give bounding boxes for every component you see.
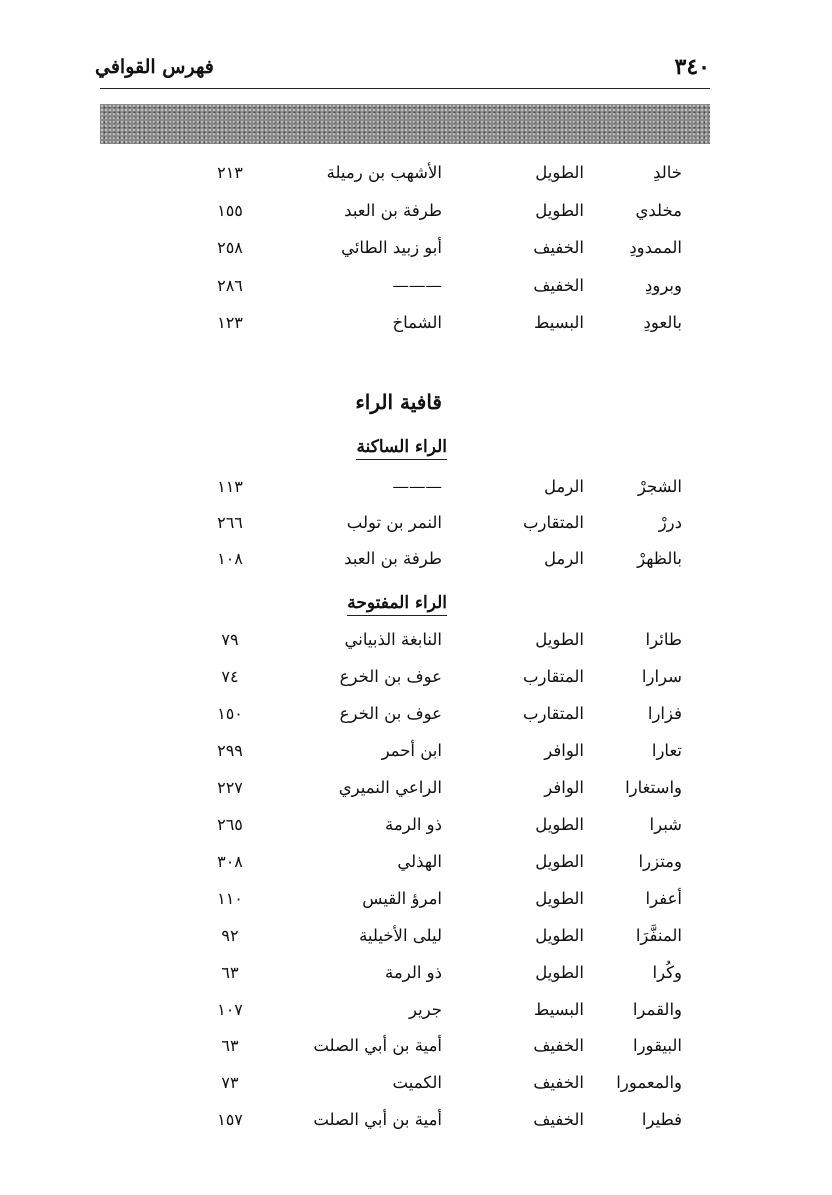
rhyme-word: طائرا: [645, 630, 682, 649]
meter-name: الرمل: [543, 477, 584, 496]
index-entry: [0, 308, 832, 338]
index-entry: [0, 662, 832, 692]
index-entry: [0, 699, 832, 729]
index-entry: [0, 995, 832, 1025]
meter-name: الخفيف: [533, 1110, 584, 1130]
meter-name: البسيط: [534, 999, 584, 1019]
index-entry: [0, 736, 832, 766]
rhyme-word: بالظهرْ: [637, 549, 682, 568]
index-entry: [0, 1068, 832, 1098]
index-entry: [0, 625, 832, 655]
meter-name: المتقارب: [522, 513, 584, 532]
rhyme-word: سرارا: [641, 666, 682, 686]
poet-name: طرفة بن العبد: [344, 200, 442, 220]
meter-name: الطويل: [535, 851, 584, 871]
poet-name: الراعي النميري: [338, 777, 442, 797]
index-entry: [0, 1031, 832, 1061]
rhyme-word: فطيرا: [641, 1110, 682, 1130]
meter-name: الطويل: [535, 814, 584, 834]
index-entry: [0, 472, 832, 502]
page-reference: ٢٦٥: [217, 814, 243, 834]
rhyme-word: شبرا: [649, 814, 682, 834]
rhyme-word: البيقورا: [633, 1036, 682, 1056]
page-reference: ٢٥٨: [217, 238, 243, 258]
meter-name: الوافر: [544, 740, 584, 760]
page-reference: ٣٠٨: [217, 851, 243, 871]
page-reference: ٢٨٦: [217, 275, 243, 295]
poet-name: ———: [392, 477, 442, 496]
index-entry: [0, 233, 832, 263]
rhyme-word: أعفرا: [645, 888, 682, 908]
poet-name: عوف بن الخرع: [339, 666, 442, 686]
meter-name: الخفيف: [533, 1073, 584, 1093]
meter-name: المتقارب: [522, 703, 584, 723]
index-entry: [0, 544, 832, 574]
index-entry: [0, 271, 832, 301]
poet-name: ———: [392, 275, 442, 295]
page-reference: ١٠٨: [217, 549, 243, 568]
index-entry: [0, 884, 832, 914]
page-reference: ٢٩٩: [217, 740, 243, 760]
index-entry: [0, 196, 832, 226]
poet-name: ذو الرمة: [385, 962, 442, 982]
page-reference: ٧٤: [221, 666, 239, 686]
poet-name: ليلى الأخيلية: [359, 925, 442, 945]
poet-name: أبو زبيد الطائي: [341, 238, 442, 258]
index-entry: [0, 508, 832, 538]
meter-name: الطويل: [535, 200, 584, 220]
page-reference: ٢١٣: [217, 163, 243, 182]
header-divider: [100, 88, 710, 89]
poet-name: الهذلي: [397, 851, 442, 871]
page-reference: ٧٣: [221, 1073, 239, 1093]
meter-name: الوافر: [544, 777, 584, 797]
rhyme-word: مخلدي: [635, 200, 682, 220]
rhyme-word: دررْ: [658, 513, 682, 532]
poet-name: النمر بن تولب: [346, 513, 442, 532]
page-number: ٣٤٠: [674, 54, 710, 80]
page-reference: ٩٢: [221, 925, 239, 945]
subsection-title-sakina: الراء الساكنة: [356, 437, 447, 460]
poet-name: امرؤ القيس: [362, 888, 442, 908]
poet-name: أمية بن أبي الصلت: [313, 1110, 442, 1130]
meter-name: الطويل: [535, 925, 584, 945]
poet-name: الكميت: [392, 1073, 442, 1093]
meter-name: الخفيف: [533, 238, 584, 258]
rhyme-word: الشجرْ: [637, 477, 682, 496]
rhyme-word: الممدودِ: [629, 238, 682, 258]
page-reference: ٢٦٦: [217, 513, 243, 532]
index-entry: [0, 921, 832, 951]
rhyme-word: خالدِ: [653, 163, 682, 182]
poet-name: طرفة بن العبد: [344, 549, 442, 568]
meter-name: البسيط: [534, 313, 584, 333]
page-reference: ٦٣: [221, 962, 239, 982]
index-entry: [0, 958, 832, 988]
index-entry: [0, 158, 832, 188]
poet-name: الأشهب بن رميلة: [326, 163, 442, 182]
page-reference: ٦٣: [221, 1036, 239, 1056]
page-reference: ١١٠: [217, 888, 243, 908]
page-reference: ٢٢٧: [217, 777, 243, 797]
meter-name: الطويل: [535, 962, 584, 982]
rhyme-word: وبرودِ: [645, 275, 682, 295]
rhyme-word: وكُرا: [652, 962, 682, 982]
page-reference: ١٢٣: [217, 313, 243, 333]
poet-name: النابغة الذبياني: [344, 630, 442, 649]
index-entry: [0, 810, 832, 840]
meter-name: المتقارب: [522, 666, 584, 686]
rhyme-word: والقمرا: [632, 999, 682, 1019]
meter-name: الطويل: [535, 630, 584, 649]
poet-name: ابن أحمر: [381, 740, 442, 760]
page-reference: ١٥٥: [217, 200, 243, 220]
meter-name: الرمل: [543, 549, 584, 568]
poet-name: الشماخ: [392, 313, 442, 333]
page-reference: ٧٩: [221, 630, 239, 649]
rhyme-word: بالعودِ: [643, 313, 682, 333]
poet-name: جرير: [409, 999, 442, 1019]
index-entry: [0, 847, 832, 877]
meter-name: الخفيف: [533, 275, 584, 295]
header-title: فهرس القوافي: [95, 56, 214, 78]
rhyme-word: والمعمورا: [616, 1073, 682, 1093]
rhyme-word: المنفَّرَا: [635, 925, 682, 945]
rhyme-word: تعارا: [651, 740, 682, 760]
meter-name: الطويل: [535, 163, 584, 182]
page-reference: ١٥٧: [217, 1110, 243, 1130]
rhyme-word: واستغارا: [625, 777, 682, 797]
meter-name: الطويل: [535, 888, 584, 908]
poet-name: أمية بن أبي الصلت: [313, 1036, 442, 1056]
subsection-title-maftuha: الراء المفتوحة: [347, 593, 447, 616]
section-title: قافية الراء: [355, 390, 442, 414]
shaded-band: [100, 104, 710, 144]
page-reference: ١٠٧: [217, 999, 243, 1019]
index-entry: [0, 1105, 832, 1135]
poet-name: ذو الرمة: [385, 814, 442, 834]
rhyme-word: فزارا: [647, 703, 682, 723]
poet-name: عوف بن الخرع: [339, 703, 442, 723]
rhyme-word: ومتزرا: [638, 851, 682, 871]
meter-name: الخفيف: [533, 1036, 584, 1056]
index-entry: [0, 773, 832, 803]
page-reference: ١٥٠: [217, 703, 243, 723]
page-reference: ١١٣: [217, 477, 243, 496]
